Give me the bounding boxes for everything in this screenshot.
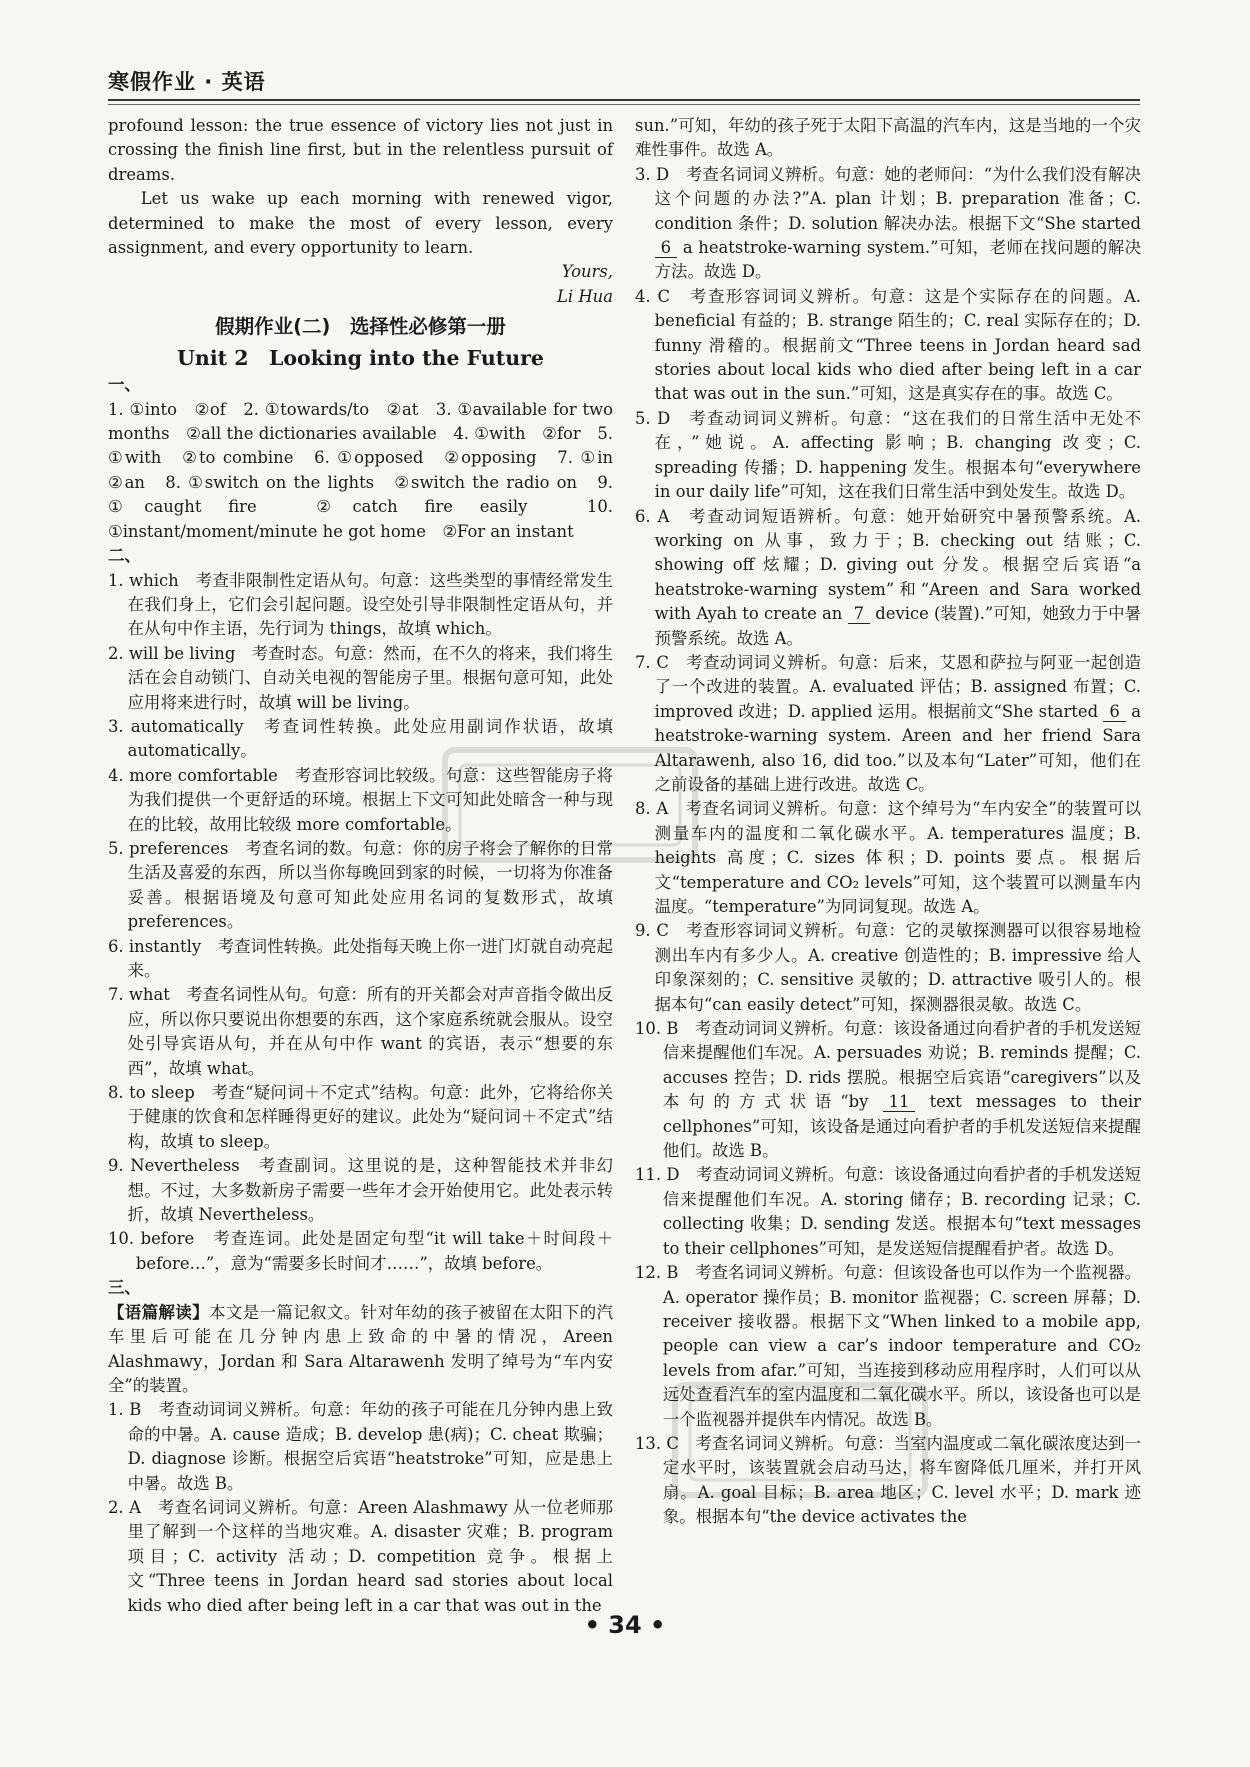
answer-item xyxy=(635,651,1141,797)
answer-item xyxy=(635,1017,1141,1163)
answer-item xyxy=(635,1163,1141,1261)
continued-text: sun.”可知，年幼的孩子死于太阳下高温的汽车内，这是当地的一个灾难性事件。故选 A。 xyxy=(635,116,1141,160)
answer-text: 8. A 考查名词词义辨析。句意：这个绰号为“车内安全”的装置可以测量车内的温度和二氧化碳水平。A. temperatures 温度；B. heights 高度；C. sizes 体积；D. points 要点。根据后文“temperature and CO₂ levels”可知，这个装置可以测量车内温度。“temperature”为同词复现。故选 A。 xyxy=(635,799,1141,916)
answer-text: 5. D 考查动词词义辨析。句意：“这在我们的日常生活中无处不在，”她说。A. affecting 影响；B. changing 改变；C. spreading 传播；D. happening 发生。根据本句“everywhere in our daily life”可知，这在我们日常生活中到处发生。故选 D。 xyxy=(635,408,1141,502)
answer-item: 1. which 考查非限制性定语从句。句意：这些类型的事情经常发生在我们身上，它们会引起问题。设空处引导非限制性定语从句，并在从句中作主语，先行词为 things，故填 which。 xyxy=(108,570,613,639)
answer-text: 10. B 考查动词词义辨析。句意：该设备通过向看护者的手机发送短信来提醒他们车况。A. persuades 劝说；B. reminds 提醒；C. accuses 控告；D. rids 摆脱。根据空后宾语“caregivers”以及本句的方式状语“by xyxy=(635,1019,1141,1112)
answer-blank: 11 xyxy=(883,1093,916,1112)
answer-item: 3. automatically 考查词性转换。此处应用副词作状语，故填 automatically。 xyxy=(108,716,613,761)
answer-item: 9. Nevertheless 考查副词。这里说的是，这种智能技术并非幻想。不过，大多数新房子需要一些年才会开始使用它。此处表示转折，故填 Nevertheless。 xyxy=(108,1156,613,1225)
answer-item: 4. more comfortable 考查形容词比较级。句意：这些智能房子将为我们提供一个更舒适的环境。根据上下文可知此处暗含一种与现在的比较，故用比较级 more comfortable。 xyxy=(108,765,613,834)
answer-text: a heatstroke-warning system.”可知，老师在找问题的解决方法。故选 D。 xyxy=(654,238,1141,282)
answer-item: 6. instantly 考查词性转换。此处指每天晚上你一进门灯就自动亮起来。 xyxy=(108,936,613,980)
answer-item xyxy=(635,505,1141,651)
answer-text: 9. C 考查形容词词义辨析。句意：它的灵敏探测器可以很容易地检测出车内有多少人。A. creative 创造性的；B. impressive 给人印象深刻的；C. sensitive 灵敏的；D. attractive 吸引人的。根据本句“can easily detect”可知，探测器很灵敏。故选 C。 xyxy=(635,921,1141,1014)
answer-item: 2. A 考查名词词义辨析。句意：Areen Alashmawy 从一位老师那里了解到一个这样的当地灾难。A. disaster 灾难；B. program 项目；C. activity 活动；D. competition 竞争。根据上文“Three teens in Jordan heard sad stories about local kids who died after being left in a car that was out in the xyxy=(108,1497,613,1615)
answer-item xyxy=(635,1261,1141,1432)
right-answer-list xyxy=(635,163,1141,1530)
section-heading-2: 二、 xyxy=(108,546,141,566)
answer-text: device (装置).”可知，她致力于中暑预警系统。故选 A。 xyxy=(654,604,1141,648)
letter-paragraph: profound lesson: the true essence of victory lies not just in crossing the finish line first, but in the relentless pursuit of dreams. xyxy=(108,116,613,184)
section1-answers: 1. ①into ②of 2. ①towards/to ②at 3. ①available for two months ②all the dictionaries available 4. ①with ②for 5. ①with ②to combine 6. ①opposed ②opposing 7. ①in ②an 8. ①switch on the lights ②switch the radio on 9. ①caught fire ②catch fire easily 10. ①instant/moment/minute he got home ②For an instant xyxy=(108,399,630,541)
answer-item xyxy=(635,919,1141,1017)
answer-text: 13. C 考查名词词义辨析。句意：当室内温度或二氧化碳浓度达到一定水平时，该装置就会启动马达，将车窗降低几厘米，并打开风扇。A. goal 目标；B. area 地区；C. level 水平；D. mark 迹象。根据本句“the device activates the xyxy=(635,1433,1141,1527)
answer-text: 3. D 考查名词词义辨析。句意：她的老师问：“为什么我们没有解决这个问题的办法?”A. plan 计划；B. preparation 准备；C. condition 条件；D. solution 解决办法。根据下文“She started xyxy=(635,164,1141,233)
answer-text: 12. B 考查名词词义辨析。句意：但该设备也可以作为一个监视器。A. operator 操作员；B. monitor 监视器；C. screen 屏幕；D. receiver 接收器。根据下文“When linked to a mobile app, people can view a car’s indoor temperature and CO₂ levels from afar.”可知，当连接到移动应用程序时，人们可以从远处查看汽车的室内温度和二氧化碳水平。所以，该设备也可以是一个监视器并提供车内情况。故选 B。 xyxy=(635,1263,1141,1429)
page-number: • 34 • xyxy=(584,1611,666,1639)
answer-item: 5. preferences 考查名词的数。句意：你的房子将会了解你的日常生活及喜爱的东西，所以当你每晚回到家的时候，一切将为你准备妥善。根据语境及句意可知此处应用名词的复数形式，故填 preferences。 xyxy=(108,838,613,932)
right-column xyxy=(635,114,1141,1530)
answer-text: a heatstroke-warning system. Areen and her friend Sara Altarawenh, also 16, did too.”以及本句“Later”可知，他们在之前设备的基础上进行改进。故选 C。 xyxy=(654,701,1141,794)
book-header-title: 寒假作业 · 英语 xyxy=(108,70,266,94)
left-column xyxy=(108,114,630,1618)
answer-blank: 7 xyxy=(848,605,870,624)
section-heading-1: 一、 xyxy=(108,375,141,395)
answer-item xyxy=(635,285,1141,407)
unit-title: Unit 2 Looking into the Future xyxy=(177,346,544,371)
reading-summary xyxy=(108,1301,613,1399)
answer-item xyxy=(635,1432,1141,1530)
reading-label: 【语篇解读】 xyxy=(108,1302,210,1322)
header-rule-thin xyxy=(108,104,1140,105)
answer-item xyxy=(635,797,1141,919)
letter-signer: Li Hua xyxy=(557,286,613,306)
letter-paragraph: Let us wake up each morning with renewed vigor, determined to make the most of every lesson, every assignment, and every opportunity to learn. xyxy=(108,189,613,258)
answer-item: 10. before 考查连词。此处是固定句型“it will take＋时间段＋before…”，意为“需要多长时间才……”，故填 before。 xyxy=(108,1229,613,1273)
answer-text: text messages to their cellphones”可知，该设备是通过向看护者的手机发送短信来提醒他们。故选 B。 xyxy=(662,1092,1142,1161)
answer-text: 6. A 考查动词短语辨析。句意：她开始研究中暑预警系统。A. working on 从事，致力于；B. checking out 结账；C. showing off 炫耀；D. giving out 分发。根据空后宾语“a heatstroke-warning system”和“Areen and Sara worked with Ayah to create an xyxy=(635,506,1141,624)
answer-text: 11. D 考查动词词义辨析。句意：该设备通过向看护者的手机发送短信来提醒他们车况。A. storing 储存；B. recording 记录；C. collecting 收集；D. sending 发送。根据本句“text messages to their cellphones”可知，是发送短信提醒看护者。故选 D。 xyxy=(635,1165,1141,1258)
answer-item xyxy=(635,163,1141,285)
header-rule xyxy=(108,99,1140,101)
answer-text: 4. C 考查形容词词义辨析。句意：这是个实际存在的问题。A. beneficial 有益的；B. strange 陌生的；C. real 实际存在的；D. funny 滑稽的。根据前文“Three teens in Jordan heard sad stories about local kids who died after being left in a car that was out in the sun.”可知，这是真实存在的事。故选 C。 xyxy=(635,286,1141,404)
answer-item: 2. will be living 考查时态。句意：然而，在不久的将来，我们将生活在会自动锁门、自动关电视的智能房子里。根据句意可知，此处应用将来进行时，故填 will be living。 xyxy=(108,643,613,712)
assignment-title: 假期作业(二) 选择性必修第一册 xyxy=(215,315,506,339)
answer-text: 7. C 考查动词词义辨析。句意：后来，艾恩和萨拉与阿亚一起创造了一个改进的装置。A. evaluated 评估；B. assigned 布置；C. improved 改进；D. applied 运用。根据前文“She started xyxy=(635,652,1141,721)
answer-item xyxy=(635,407,1141,505)
answer-item: 1. B 考查动词词义辨析。句意：年幼的孩子可能在几分钟内患上致命的中暑。A. cause 造成；B. develop 患(病)；C. cheat 欺骗；D. diagnose 诊断。根据空后宾语“heatstroke”可知，应是患上中暑。故选 B。 xyxy=(108,1400,613,1493)
answer-item: 8. to sleep 考查“疑问词＋不定式”结构。句意：此外，它将给你关于健康的饮食和怎样睡得更好的建议。此处为“疑问词＋不定式”结构，故填 to sleep。 xyxy=(108,1083,613,1151)
answer-blank: 6 xyxy=(1103,703,1125,722)
letter-closing: Yours, xyxy=(561,262,613,282)
reading-text: 本文是一篇记叙文。针对年幼的孩子被留在太阳下的汽车里后可能在几分钟内患上致命的中暑的情况，Areen Alashmawy，Jordan 和 Sara Altarawenh 发明了绰号为“车内安全”的装置。 xyxy=(108,1302,614,1395)
answer-blank: 6 xyxy=(655,239,677,258)
answer-item: 7. what 考查名词性从句。句意：所有的开关都会对声音指令做出反应，所以你只要说出你想要的东西，这个家庭系统就会服从。设空处引导宾语从句，并在从句中作 want 的宾语，表示“想要的东西”，故填 what。 xyxy=(108,985,613,1078)
section-heading-3: 三、 xyxy=(108,1278,141,1298)
